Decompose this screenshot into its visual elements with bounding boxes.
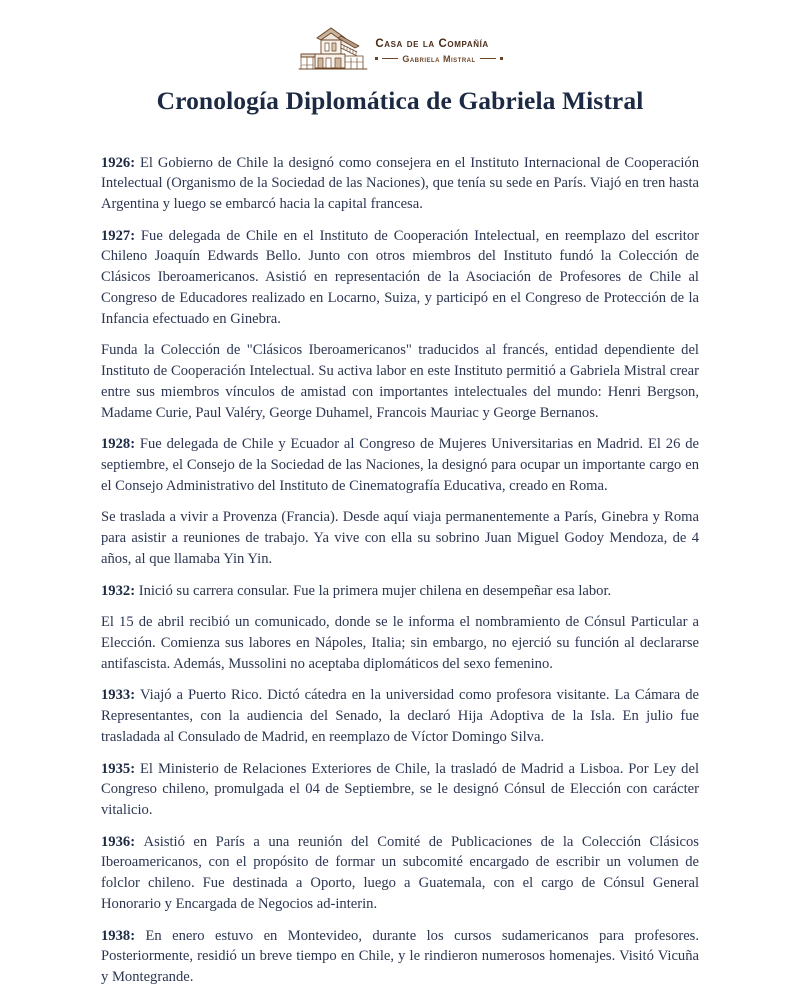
entry-year: 1932 bbox=[101, 582, 131, 599]
entry-text: Asistió en París a una reunión del Comité de Publicaciones de la Colección Clásicos Iberoamericanos, con el propósito de formar un subcomité encargado de escribir un volumen de folclor chileno. Fue destinada a Oporto, luego a Guatemala, con el cargo de Cónsul General Honorario y Encargada de Negocios ad-interin. bbox=[101, 833, 699, 912]
chronology-body bbox=[101, 117, 699, 988]
chronology-entry bbox=[101, 759, 699, 821]
chronology-entry bbox=[101, 507, 699, 569]
chronology-entry bbox=[101, 434, 699, 496]
logo-wordmark bbox=[375, 32, 502, 63]
entry-text: En enero estuvo en Montevideo, durante los cursos sudamericanos para profesores. Posteriormente, residió un breve tiempo en Chile, y le rindieron numerosos homenajes. Visitó Vicuña y Montegrande. bbox=[101, 927, 699, 986]
chronology-entry bbox=[101, 340, 699, 423]
entry-year: 1928 bbox=[101, 436, 131, 453]
entry-text: El 15 de abril recibió un comunicado, donde se le informa el nombramiento de Cónsul Particular a Elección. Comienza sus labores en Nápoles, Italia; sin embargo, no ejerció su función al declararse antifascista. Además, Mussolini no aceptaba diplomáticos del sexo femenino. bbox=[101, 614, 699, 672]
entry-separator: : bbox=[130, 436, 140, 453]
chronology-entry bbox=[101, 581, 699, 602]
chronology-entry bbox=[101, 153, 699, 215]
entry-separator: : bbox=[130, 154, 140, 171]
chronology-entry bbox=[101, 226, 699, 330]
chronology-entry bbox=[101, 685, 699, 747]
entry-separator: : bbox=[130, 833, 144, 850]
page-title: Cronología Diplomática de Gabriela Mistral bbox=[156, 86, 644, 115]
entry-separator: : bbox=[130, 687, 141, 704]
casa-house-illustration-icon bbox=[297, 24, 371, 72]
chronology-entry bbox=[101, 612, 699, 674]
masthead bbox=[0, 0, 800, 72]
logo-right-rule bbox=[480, 58, 496, 59]
entry-year: 1927 bbox=[101, 227, 131, 244]
logo-lockup bbox=[297, 24, 502, 72]
entry-separator: : bbox=[130, 927, 146, 944]
entry-separator: : bbox=[130, 760, 141, 777]
entry-year: 1933 bbox=[101, 687, 131, 704]
entry-year: 1938 bbox=[101, 927, 131, 944]
entry-text: Viajó a Puerto Rico. Dictó cátedra en la universidad como profesora visitante. La Cámara de Representantes, con la audiencia del Senado, la declaró Hija Adoptiva de la Isla. En julio fue trasladada al Consulado de Madrid, en reemplazo de Víctor Domingo Silva. bbox=[101, 687, 699, 745]
entry-text: Funda la Colección de "Clásicos Iberoamericanos" traducidos al francés, entidad dependiente del Instituto de Cooperación Intelectual. Su activa labor en este Instituto permitió a Gabriela Mistral crear entre sus miembros vínculos de amistad con importantes intelectuales del mundo: Henri Bergson, Madame Curie, Paul Valéry, George Duhamel, Francois Mauriac y George Bernanos. bbox=[101, 342, 699, 421]
entry-separator: : bbox=[130, 227, 141, 244]
entry-text: Se traslada a vivir a Provenza (Francia). Desde aquí viaja permanentemente a París, Ginebra y Roma para asistir a reuniones de trabajo. Ya vive con ella su sobrino Juan Miguel Godoy Mendoza, de 4 años, al que llamaba Yin Yin. bbox=[101, 509, 699, 567]
logo-primary-text: Casa de la Compañía bbox=[375, 38, 489, 51]
entry-year: 1935 bbox=[101, 760, 131, 777]
entry-text: Fue delegada de Chile en el Instituto de Cooperación Intelectual, en reemplazo del escritor Chileno Joaquín Edwards Bello. Junto con otros miembros del Instituto fundó la Colección de Clásicos Iberoamericanos. Asistió en representación de la Asociación de Profesores de Chile al Congreso de Educadores realizado en Locarno, Suiza, y participó en el Congreso de Protección de la Infancia efectuado en Ginebra. bbox=[101, 227, 699, 327]
entry-year: 1936 bbox=[101, 833, 131, 850]
logo-left-rule bbox=[382, 58, 398, 59]
entry-text: Fue delegada de Chile y Ecuador al Congreso de Mujeres Universitarias en Madrid. El 26 de septiembre, el Consejo de la Sociedad de las Naciones, la designó para ocupar un importante cargo en el Consejo Administrativo del Instituto de Cinematografía Educativa, creado en Roma. bbox=[101, 436, 699, 494]
entry-text: El Ministerio de Relaciones Exteriores de Chile, la trasladó de Madrid a Lisboa. Por Ley del Congreso chileno, promulgada el 04 de Septiembre, se le designó Cónsul de Elección con carácter vitalicio. bbox=[101, 760, 699, 818]
chronology-entry bbox=[101, 926, 699, 988]
entry-separator: : bbox=[130, 582, 139, 599]
logo-left-dot bbox=[375, 57, 378, 60]
logo-secondary-row bbox=[375, 54, 502, 64]
entry-text: Inició su carrera consular. Fue la primera mujer chilena en desempeñar esa labor. bbox=[138, 582, 612, 599]
entry-text: El Gobierno de Chile la designó como consejera en el Instituto Internacional de Cooperación Intelectual (Organismo de la Sociedad de las Naciones), que tenía su sede en París. Viajó en tren hasta Argentina y luego se embarcó hacia la capital francesa. bbox=[101, 154, 699, 213]
entry-year: 1926 bbox=[101, 154, 131, 171]
chronology-entry bbox=[101, 832, 699, 915]
logo-secondary-text: Gabriela Mistral bbox=[402, 53, 476, 64]
logo-right-dot bbox=[500, 57, 503, 60]
